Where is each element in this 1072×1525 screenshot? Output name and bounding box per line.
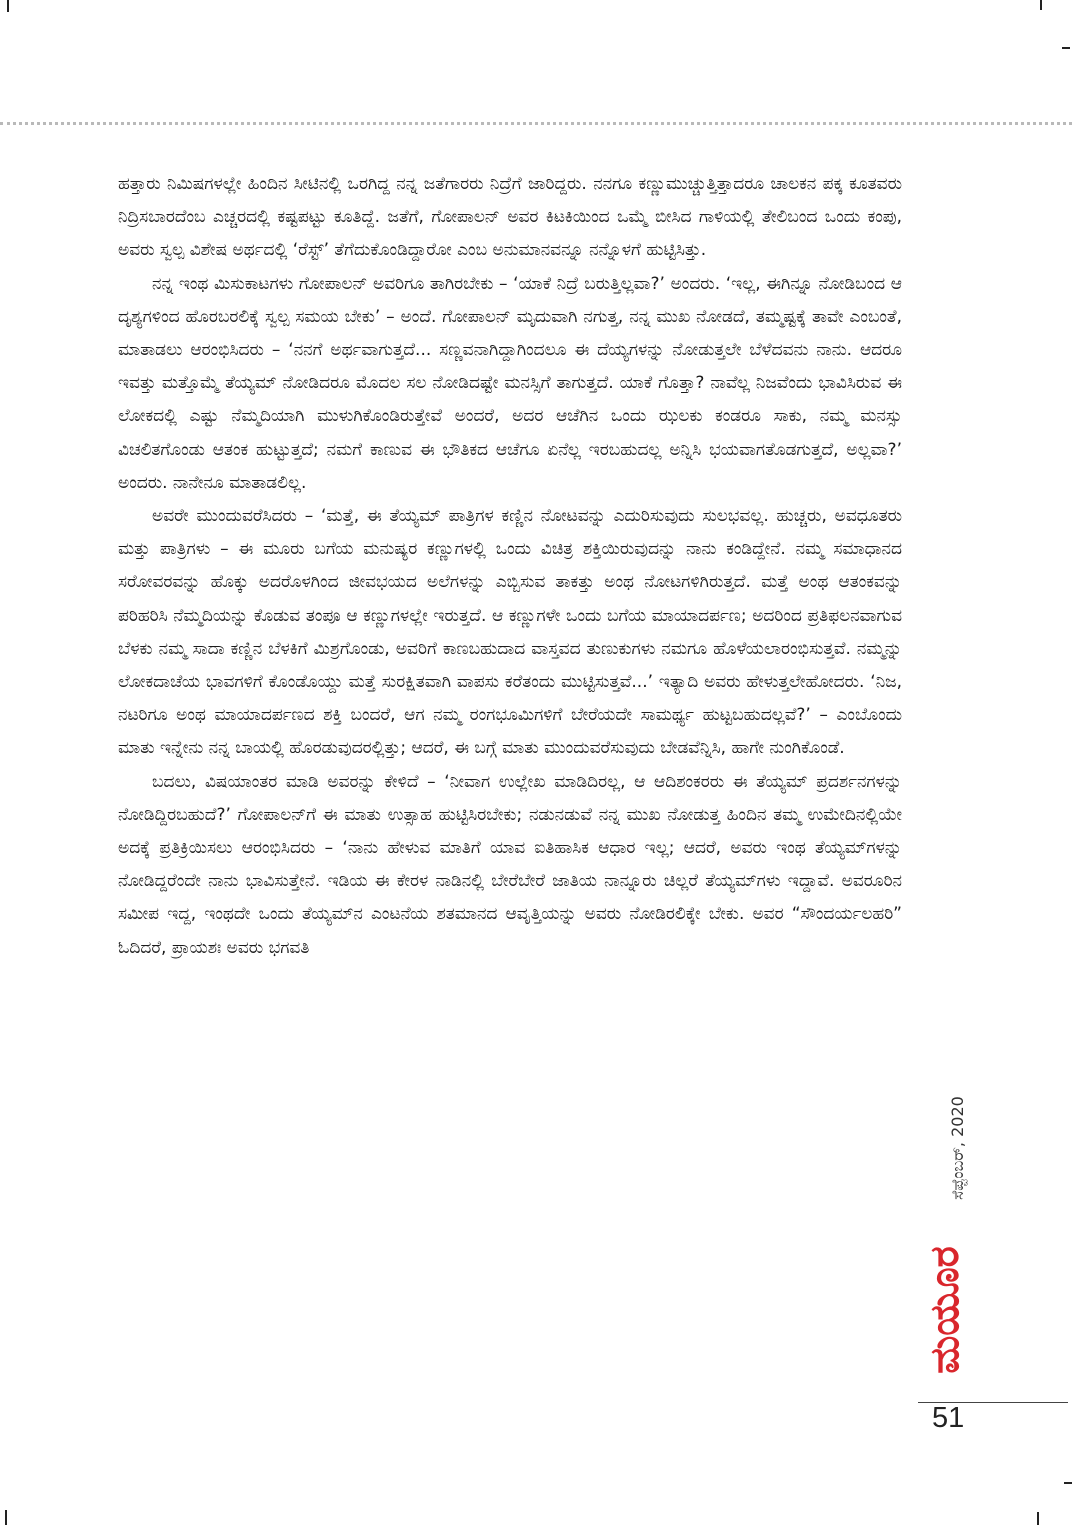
crop-mark-bottom-right: [1037, 1512, 1039, 1525]
crop-mark-top-right: [1040, 0, 1042, 10]
header-dotted-rule: [0, 122, 1072, 125]
magazine-logo: ಮಯೂರ: [922, 1246, 968, 1374]
paragraph: ಅವರೇ ಮುಂದುವರೆಸಿದರು – ‘ಮತ್ತೆ, ಈ ತೆಯ್ಯಮ್ ಪಾತ್ರಿಗಳ ಕಣ್ಣಿನ ನೋಟವನ್ನು ಎದುರಿಸುವುದು ಸುಲಭವಲ್ಲ. ಹುಚ್ಚರು, ಅವಧೂತರು ಮತ್ತು ಪಾತ್ರಿಗಳು – ಈ ಮೂರು ಬಗೆಯ ಮನುಷ್ಯರ ಕಣ್ಣುಗಳಲ್ಲಿ ಒಂದು ವಿಚಿತ್ರ ಶಕ್ತಿಯಿರುವುದನ್ನು ನಾನು ಕಂಡಿದ್ದೇನೆ. ನಮ್ಮ ಸಮಾಧಾನದ ಸರೋವರವನ್ನು ಹೊಕ್ಕು ಅದರೊಳಗಿಂದ ಜೀವಭಯದ ಅಲೆಗಳನ್ನು ಎಬ್ಬಿಸುವ ತಾಕತ್ತು ಅಂಥ ನೋಟಗಳಿಗಿರುತ್ತದೆ. ಮತ್ತೆ ಅಂಥ ಆತಂಕವನ್ನು ಪರಿಹರಿಸಿ ನೆಮ್ಮದಿಯನ್ನು ಕೊಡುವ ತಂಪೂ ಆ ಕಣ್ಣುಗಳಲ್ಲೇ ಇರುತ್ತದೆ. ಆ ಕಣ್ಣುಗಳೇ ಒಂದು ಬಗೆಯ ಮಾಯಾದರ್ಪಣ; ಅದರಿಂದ ಪ್ರತಿಫಲನವಾಗುವ ಬೆಳಕು ನಮ್ಮ ಸಾದಾ ಕಣ್ಣಿನ ಬೆಳಕಿಗೆ ಮಿಶ್ರಗೊಂಡು, ಅವರಿಗೆ ಕಾಣಬಹುದಾದ ವಾಸ್ತವದ ತುಣುಕುಗಳು ನಮಗೂ ಹೊಳೆಯಲಾರಂಭಿಸುತ್ತವೆ. ನಮ್ಮನ್ನು ಲೋಕದಾಚೆಯ ಭಾವಗಳಿಗೆ ಕೊಂಡೊಯ್ದು ಮತ್ತೆ ಸುರಕ್ಷಿತವಾಗಿ ವಾಪಸು ಕರೆತಂದು ಮುಟ್ಟಿಸುತ್ತವೆ...’ ಇತ್ಯಾದಿ ಅವರು ಹೇಳುತ್ತಲೇಹೋದರು. ‘ನಿಜ, ನಟರಿಗೂ ಅಂಥ ಮಾಯಾದರ್ಪಣದ ಶಕ್ತಿ ಬಂದರೆ, ಆಗ ನಮ್ಮ ರಂಗಭೂಮಿಗಳಿಗೆ ಬೇರೆಯದೇ ಸಾಮರ್ಥ್ಯ ಹುಟ್ಟಬಹುದಲ್ಲವೆ?’ – ಎಂಬೊಂದು ಮಾತು ಇನ್ನೇನು ನನ್ನ ಬಾಯಲ್ಲಿ ಹೊರಡುವುದರಲ್ಲಿತ್ತು; ಆದರೆ, ಈ ಬಗ್ಗೆ ಮಾತು ಮುಂದುವರೆಸುವುದು ಬೇಡವೆನ್ನಿಸಿ, ಹಾಗೇ ನುಂಗಿಕೊಂಡೆ.: [118, 506, 902, 759]
crop-mark-right-lower: [1064, 1482, 1072, 1484]
paragraph: ನನ್ನ ಇಂಥ ಮಿಸುಕಾಟಗಳು ಗೋಪಾಲನ್ ಅವರಿಗೂ ತಾಗಿರಬೇಕು – ‘ಯಾಕೆ ನಿದ್ರೆ ಬರುತ್ತಿಲ್ಲವಾ?’ ಅಂದರು. ‘ಇಲ್ಲ, ಈಗಿನ್ನೂ ನೋಡಿಬಂದ ಆ ದೃಶ್ಯಗಳಿಂದ ಹೊರಬರಲಿಕ್ಕೆ ಸ್ವಲ್ಪ ಸಮಯ ಬೇಕು’ – ಅಂದೆ. ಗೋಪಾಲನ್ ಮೃದುವಾಗಿ ನಗುತ್ತ, ನನ್ನ ಮುಖ ನೋಡದೆ, ತಮ್ಮಷ್ಟಕ್ಕೆ ತಾವೇ ಎಂಬಂತೆ, ಮಾತಾಡಲು ಆರಂಭಿಸಿದರು – ‘ನನಗೆ ಅರ್ಥವಾಗುತ್ತದೆ... ಸಣ್ಣವನಾಗಿದ್ದಾಗಿಂದಲೂ ಈ ದೆಯ್ಯಗಳನ್ನು ನೋಡುತ್ತಲೇ ಬೆಳೆದವನು ನಾನು. ಆದರೂ ಇವತ್ತು ಮತ್ತೊಮ್ಮೆ ತೆಯ್ಯಮ್ ನೋಡಿದರೂ ಮೊದಲ ಸಲ ನೋಡಿದಷ್ಟೇ ಮನಸ್ಸಿಗೆ ತಾಗುತ್ತದೆ. ಯಾಕೆ ಗೊತ್ತಾ? ನಾವೆಲ್ಲ ನಿಜವೆಂದು ಭಾವಿಸಿರುವ ಈ ಲೋಕದಲ್ಲಿ ಎಷ್ಟು ನೆಮ್ಮದಿಯಾಗಿ ಮುಳುಗಿಕೊಂಡಿರುತ್ತೇವೆ ಅಂದರೆ, ಅದರ ಆಚೆಗಿನ ಒಂದು ಝಲಕು ಕಂಡರೂ ಸಾಕು, ನಮ್ಮ ಮನಸ್ಸು ವಿಚಲಿತಗೊಂಡು ಆತಂಕ ಹುಟ್ಟುತ್ತದೆ; ನಮಗೆ ಕಾಣುವ ಈ ಭೌತಿಕದ ಆಚೆಗೂ ಏನೆಲ್ಲ ಇರಬಹುದಲ್ಲ ಅನ್ನಿಸಿ ಭಯವಾಗತೊಡಗುತ್ತದೆ, ಅಲ್ಲವಾ?’ ಅಂದರು. ನಾನೇನೂ ಮಾತಾಡಲಿಲ್ಲ.: [118, 273, 902, 493]
paragraph: ಹತ್ತಾರು ನಿಮಿಷಗಳಲ್ಲೇ ಹಿಂದಿನ ಸೀಟಿನಲ್ಲಿ ಒರಗಿದ್ದ ನನ್ನ ಜತೆಗಾರರು ನಿದ್ರೆಗೆ ಜಾರಿದ್ದರು. ನನಗೂ ಕಣ್ಣುಮುಚ್ಚುತ್ತಿತ್ತಾದರೂ ಚಾಲಕನ ಪಕ್ಕ ಕೂತವರು ನಿದ್ರಿಸಬಾರದೆಂಬ ಎಚ್ಚರದಲ್ಲಿ ಕಷ್ಟಪಟ್ಟು ಕೂತಿದ್ದೆ. ಜತೆಗೆ, ಗೋಪಾಲನ್ ಅವರ ಕಿಟಕಿಯಿಂದ ಒಮ್ಮೆ ಬೀಸಿದ ಗಾಳಿಯಲ್ಲಿ ತೇಲಿಬಂದ ಒಂದು ಕಂಪು, ಅವರು ಸ್ವಲ್ಪ ವಿಶೇಷ ಅರ್ಥದಲ್ಲಿ ‘ರೆಸ್ಟ್’ ತೆಗೆದುಕೊಂಡಿದ್ದಾರೋ ಎಂಬ ಅನುಮಾನವನ್ನೂ ನನ್ನೊಳಗೆ ಹುಟ್ಟಿಸಿತ್ತು.: [118, 174, 902, 261]
article-body: [118, 168, 902, 965]
page-number: 51: [932, 1402, 965, 1434]
crop-mark-right-upper: [1062, 47, 1070, 49]
crop-mark-top-left: [7, 0, 9, 12]
paragraph: ಬದಲು, ವಿಷಯಾಂತರ ಮಾಡಿ ಅವರನ್ನು ಕೇಳಿದೆ – ‘ನೀವಾಗ ಉಲ್ಲೇಖ ಮಾಡಿದಿರಲ್ಲ, ಆ ಆದಿಶಂಕರರು ಈ ತೆಯ್ಯಮ್ ಪ್ರದರ್ಶನಗಳನ್ನು ನೋಡಿದ್ದಿರಬಹುದೆ?’ ಗೋಪಾಲನ್‌ಗೆ ಈ ಮಾತು ಉತ್ಸಾಹ ಹುಟ್ಟಿಸಿರಬೇಕು; ನಡುನಡುವೆ ನನ್ನ ಮುಖ ನೋಡುತ್ತ ಹಿಂದಿನ ತಮ್ಮ ಉಮೇದಿನಲ್ಲಿಯೇ ಅದಕ್ಕೆ ಪ್ರತಿಕ್ರಿಯಿಸಲು ಆರಂಭಿಸಿದರು – ‘ನಾನು ಹೇಳುವ ಮಾತಿಗೆ ಯಾವ ಐತಿಹಾಸಿಕ ಆಧಾರ ಇಲ್ಲ; ಆದರೆ, ಅವರು ಇಂಥ ತೆಯ್ಯಮ್‌ಗಳನ್ನು ನೋಡಿದ್ದರೆಂದೇ ನಾನು ಭಾವಿಸುತ್ತೇನೆ. ಇಡಿಯ ಈ ಕೇರಳ ನಾಡಿನಲ್ಲಿ ಬೇರೆಬೇರೆ ಜಾತಿಯ ನಾನ್ನೂರು ಚಿಲ್ಲರೆ ತೆಯ್ಯಮ್‌ಗಳು ಇದ್ದಾವೆ. ಅವರೂರಿನ ಸಮೀಪ ಇದ್ದ, ಇಂಥದೇ ಒಂದು ತೆಯ್ಯಮ್‌ನ ಎಂಟನೆಯ ಶತಮಾನದ ಆವೃತ್ತಿಯನ್ನು ಅವರು ನೋಡಿರಲಿಕ್ಕೇ ಬೇಕು. ಅವರ “ಸೌಂದರ್ಯಲಹರಿ” ಓದಿದರೆ, ಪ್ರಾಯಶಃ ಅವರು ಭಗವತಿ: [118, 771, 902, 958]
issue-date: ಸೆಪ್ಟೆಂಬರ್, 2020: [948, 1096, 967, 1200]
crop-mark-bottom-left: [5, 1510, 7, 1525]
